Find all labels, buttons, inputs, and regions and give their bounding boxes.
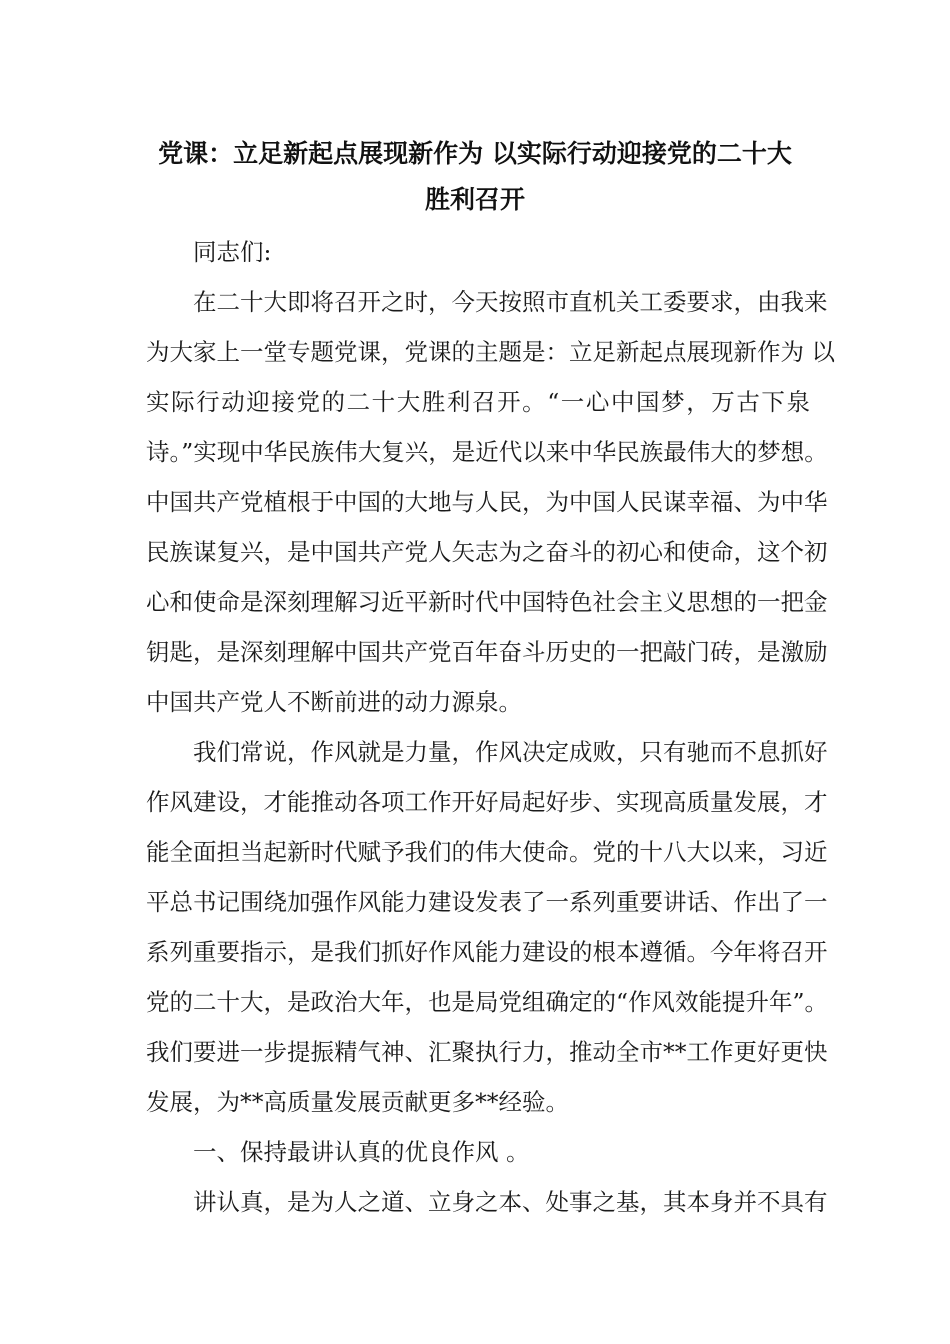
greeting: 同志们: — [193, 238, 272, 266]
paragraph-line: 我们要进一步提振精气神、汇聚执行力，推动全市**工作更好更快 — [146, 1038, 828, 1066]
paragraph-line: 诗。”实现中华民族伟大复兴，是近代以来中华民族最伟大的梦想。 — [146, 438, 828, 466]
paragraph-line: 发展，为**高质量发展贡献更多**经验。 — [146, 1088, 569, 1116]
paragraph-line: 民族谋复兴，是中国共产党人矢志为之奋斗的初心和使命，这个初 — [146, 538, 828, 566]
paragraph-line: 我们常说，作风就是力量，作风决定成败，只有驰而不息抓好 — [193, 738, 828, 766]
paragraph-line: 平总书记围绕加强作风能力建设发表了一系列重要讲话、作出了一 — [146, 888, 828, 916]
paragraph-line: 讲认真，是为人之道、立身之本、处事之基，其本身并不具有 — [193, 1188, 828, 1216]
section-heading: 一、保持最讲认真的优良作风 。 — [193, 1138, 530, 1166]
paragraph-line: 实际行动迎接党的二十大胜利召开。“一心中国梦，万古下泉 — [146, 388, 810, 416]
document-title-line-1: 党课：立足新起点展现新作为 以实际行动迎接党的二十大 — [158, 139, 792, 168]
paragraph-line: 党的二十大，是政治大年，也是局党组确定的“作风效能提升年”。 — [146, 988, 829, 1016]
paragraph-line: 中国共产党植根于中国的大地与人民，为中国人民谋幸福、为中华 — [146, 488, 828, 516]
paragraph-line: 钥匙，是深刻理解中国共产党百年奋斗历史的一把敲门砖，是激励 — [146, 638, 828, 666]
paragraph-line: 为大家上一堂专题党课，党课的主题是：立足新起点展现新作为 以 — [146, 338, 835, 366]
paragraph-line: 在二十大即将召开之时，今天按照市直机关工委要求，由我来 — [193, 288, 828, 316]
paragraph-line: 能全面担当起新时代赋予我们的伟大使命。党的十八大以来，习近 — [146, 838, 828, 866]
paragraph-line: 系列重要指示，是我们抓好作风能力建设的根本遵循。今年将召开 — [146, 938, 828, 966]
paragraph-line: 作风建设，才能推动各项工作开好局起好步、实现高质量发展，才 — [146, 788, 828, 816]
paragraph-line: 中国共产党人不断前进的动力源泉。 — [146, 688, 522, 716]
paragraph-line: 心和使命是深刻理解习近平新时代中国特色社会主义思想的一把金 — [146, 588, 828, 616]
document-title-line-2: 胜利召开 — [424, 185, 525, 214]
